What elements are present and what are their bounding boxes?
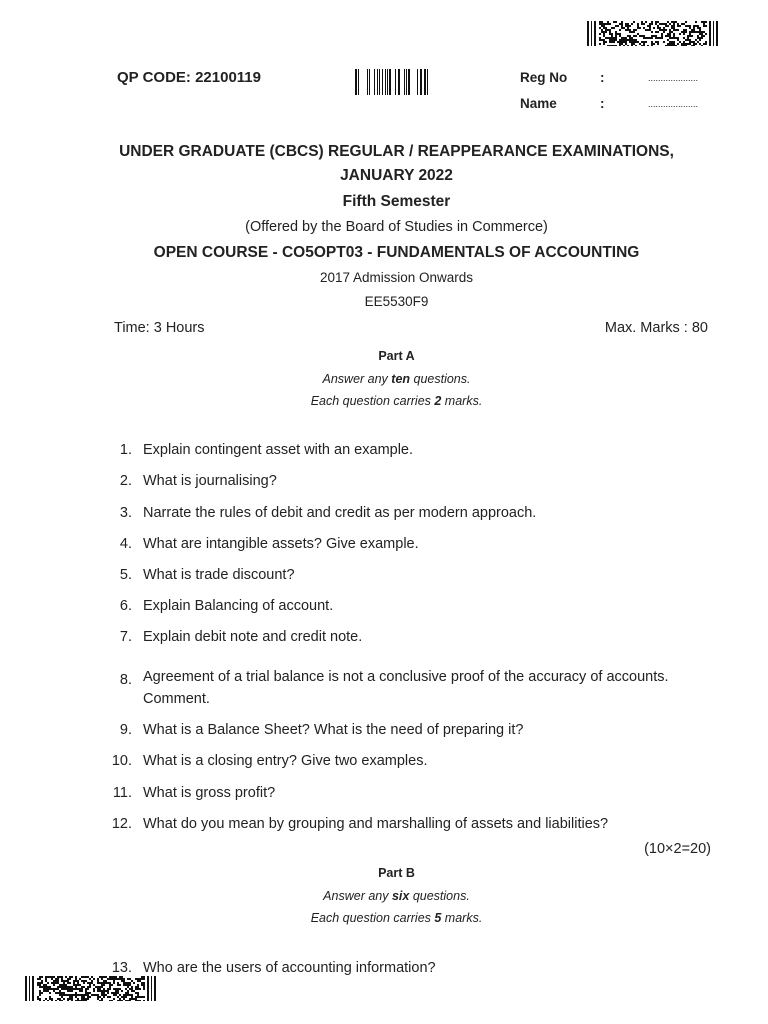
- question-number: 1.: [119, 442, 132, 458]
- question-number: 8.: [119, 672, 132, 688]
- question-number: 4.: [119, 536, 132, 552]
- question-text: What is journalising?: [143, 473, 277, 489]
- barcode-qp: [355, 69, 428, 95]
- part-b-title: Part B: [378, 866, 415, 880]
- question-text: Narrate the rules of debit and credit as per modern approach.: [143, 505, 537, 521]
- question-text: Explain Balancing of account.: [143, 598, 334, 614]
- question-number: 9.: [119, 722, 132, 738]
- question-number: 7.: [119, 629, 132, 645]
- reg-no-label: Reg No: [520, 70, 568, 85]
- part-a-title: Part A: [378, 349, 415, 363]
- question-text: Who are the users of accounting information?: [143, 960, 436, 976]
- question-number: 6.: [119, 598, 132, 614]
- question-text: What is gross profit?: [143, 785, 276, 801]
- time-allowed: Time: 3 Hours: [114, 320, 205, 336]
- part-b-instruction-1: Answer any six questions.: [323, 889, 470, 903]
- barcode-bottom-left: [25, 976, 156, 1001]
- semester: Fifth Semester: [342, 193, 451, 210]
- question-number: 11.: [112, 785, 132, 801]
- question-text: What is a closing entry? Give two examples.: [143, 753, 428, 769]
- question-text: What are intangible assets? Give example.: [143, 536, 419, 552]
- admission: 2017 Admission Onwards: [319, 270, 474, 285]
- question-text: What is trade discount?: [143, 567, 295, 583]
- question-number: 3.: [119, 505, 132, 521]
- name-colon: :: [600, 96, 605, 111]
- question-text: Explain debit note and credit note.: [143, 629, 363, 645]
- part-a-instruction-1: Answer any ten questions.: [322, 372, 471, 386]
- question-text: What is a Balance Sheet? What is the need of preparing it?: [143, 722, 524, 738]
- course-title: OPEN COURSE - CO5OPT03 - FUNDAMENTALS OF ACCOUNTING: [153, 244, 640, 261]
- max-marks: Max. Marks : 80: [604, 320, 708, 336]
- question-number: 12.: [111, 816, 132, 832]
- exam-title-line2: JANUARY 2022: [340, 167, 453, 184]
- qp-code: QP CODE: 22100119: [117, 69, 261, 86]
- exam-title-line1: UNDER GRADUATE (CBCS) REGULAR / REAPPEARANCE EXAMINATIONS,: [119, 143, 674, 160]
- paper-code: EE5530F9: [364, 294, 429, 309]
- offered-by: (Offered by the Board of Studies in Commerce): [245, 219, 548, 235]
- reg-no-field: ....................: [648, 73, 699, 83]
- question-number: 5.: [119, 567, 132, 583]
- part-a-marks: (10×2=20): [644, 841, 711, 857]
- barcode-top-right: [587, 21, 718, 46]
- name-label: Name: [520, 96, 557, 111]
- reg-no-colon: :: [600, 70, 605, 85]
- question-number: 13.: [111, 960, 132, 976]
- question-number: 2.: [119, 473, 132, 489]
- part-b-instruction-2: Each question carries 5 marks.: [310, 911, 483, 925]
- question-number: 10.: [111, 753, 132, 769]
- question-text: Explain contingent asset with an example.: [143, 442, 414, 458]
- part-a-instruction-2: Each question carries 2 marks.: [310, 394, 483, 408]
- question-text: What do you mean by grouping and marshalling of assets and liabilities?: [143, 816, 609, 832]
- question-text: Agreement of a trial balance is not a conclusive proof of the accuracy of accounts. Comment.: [143, 669, 669, 707]
- name-field: ....................: [648, 99, 699, 109]
